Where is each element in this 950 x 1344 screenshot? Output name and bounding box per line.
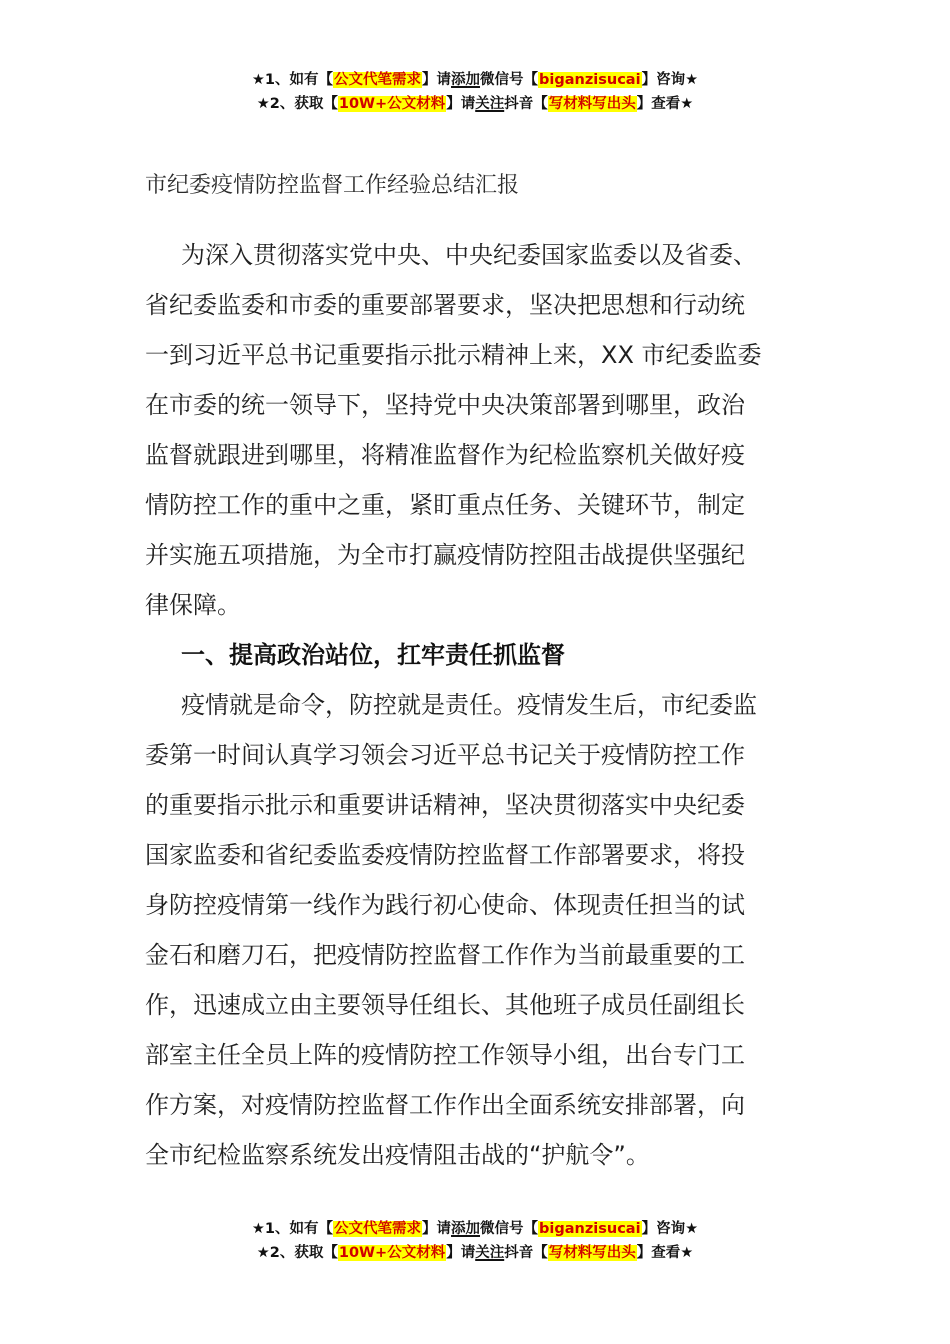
header-banner <box>0 68 950 116</box>
text-line: 为深入贯彻落实党中央、中央纪委国家监委以及省委、 <box>181 241 757 269</box>
text-line: 作，迅速成立由主要领导任组长、其他班子成员任副组长 <box>145 991 745 1019</box>
document-title: 市纪委疫情防控监督工作经验总结汇报 <box>145 173 520 198</box>
text-line: 的重要指示批示和重要讲话精神，坚决贯彻落实中央纪委 <box>145 791 745 819</box>
banner-text: ★2、获取【 <box>256 96 338 112</box>
text-line: 在市委的统一领导下，坚持党中央决策部署到哪里，政治 <box>145 391 745 419</box>
text-line: 委第一时间认真学习领会习近平总书记关于疫情防控工作 <box>145 741 745 769</box>
banner-text: 】请 <box>422 72 452 88</box>
banner-text: 】咨询★ <box>641 1221 699 1237</box>
text-line: 情防控工作的重中之重，紧盯重点任务、关键环节，制定 <box>145 491 745 519</box>
banner-text: 抖音【 <box>504 96 548 112</box>
banner-text: 】请 <box>446 96 476 112</box>
banner-line-2 <box>0 1241 950 1265</box>
text-line: 全市纪检监察系统发出疫情阻击战的“护航令”。 <box>145 1141 650 1169</box>
footer-banner <box>0 1217 950 1265</box>
banner-text: 微信号【 <box>480 72 539 88</box>
text-line: 身防控疫情第一线作为践行初心使命、体现责任担当的试 <box>145 891 745 919</box>
text-line: 律保障。 <box>145 591 241 619</box>
banner-text: 】请 <box>422 1221 452 1237</box>
paragraph-section-1 <box>145 680 810 1180</box>
banner-line-2 <box>0 92 950 116</box>
banner-text: 抖音【 <box>504 1245 548 1261</box>
banner-text: 】咨询★ <box>641 72 699 88</box>
text-line: 监督就跟进到哪里，将精准监督作为纪检监察机关做好疫 <box>145 441 745 469</box>
highlight-materials: 10W+公文材料 <box>338 1245 446 1261</box>
banner-line-1 <box>0 1217 950 1241</box>
section-heading <box>145 630 810 680</box>
banner-underlined-text: 关注 <box>475 96 505 112</box>
banner-text: 微信号【 <box>480 1221 539 1237</box>
banner-text: 】请 <box>446 1245 476 1261</box>
banner-underlined-text: 添加 <box>451 72 481 88</box>
text-line: 金石和磨刀石，把疫情防控监督工作作为当前最重要的工 <box>145 941 745 969</box>
highlight-materials: 10W+公文材料 <box>338 96 446 112</box>
banner-underlined-text: 添加 <box>451 1221 481 1237</box>
banner-text: 】查看★ <box>636 96 694 112</box>
banner-text: 】查看★ <box>636 1245 694 1261</box>
text-line: 部室主任全员上阵的疫情防控工作领导小组，出台专门工 <box>145 1041 745 1069</box>
text-line: 疫情就是命令，防控就是责任。疫情发生后，市纪委监 <box>181 691 757 719</box>
highlight-wechat-id: biganzisucai <box>539 1221 641 1237</box>
highlight-ghostwriting: 公文代笔需求 <box>334 1221 422 1237</box>
banner-underlined-text: 关注 <box>475 1245 505 1261</box>
banner-line-1 <box>0 68 950 92</box>
highlight-douyin-account: 写材料写出头 <box>548 1245 636 1261</box>
section-heading-text: 一、提高政治站位，扛牢责任抓监督 <box>181 641 565 669</box>
banner-text: ★2、获取【 <box>256 1245 338 1261</box>
text-line: 一到习近平总书记重要指示批示精神上来，XX 市纪委监委 <box>145 341 762 369</box>
highlight-wechat-id: biganzisucai <box>539 72 641 88</box>
banner-text: ★1、如有【 <box>251 1221 334 1237</box>
paragraph-intro <box>145 230 810 630</box>
text-line: 作方案，对疫情防控监督工作作出全面系统安排部署，向 <box>145 1091 745 1119</box>
highlight-ghostwriting: 公文代笔需求 <box>334 72 422 88</box>
text-line: 省纪委监委和市委的重要部署要求，坚决把思想和行动统 <box>145 291 745 319</box>
banner-text: ★1、如有【 <box>251 72 334 88</box>
text-line: 国家监委和省纪委监委疫情防控监督工作部署要求，将投 <box>145 841 745 869</box>
text-line: 并实施五项措施，为全市打赢疫情防控阻击战提供坚强纪 <box>145 541 745 569</box>
highlight-douyin-account: 写材料写出头 <box>548 96 636 112</box>
